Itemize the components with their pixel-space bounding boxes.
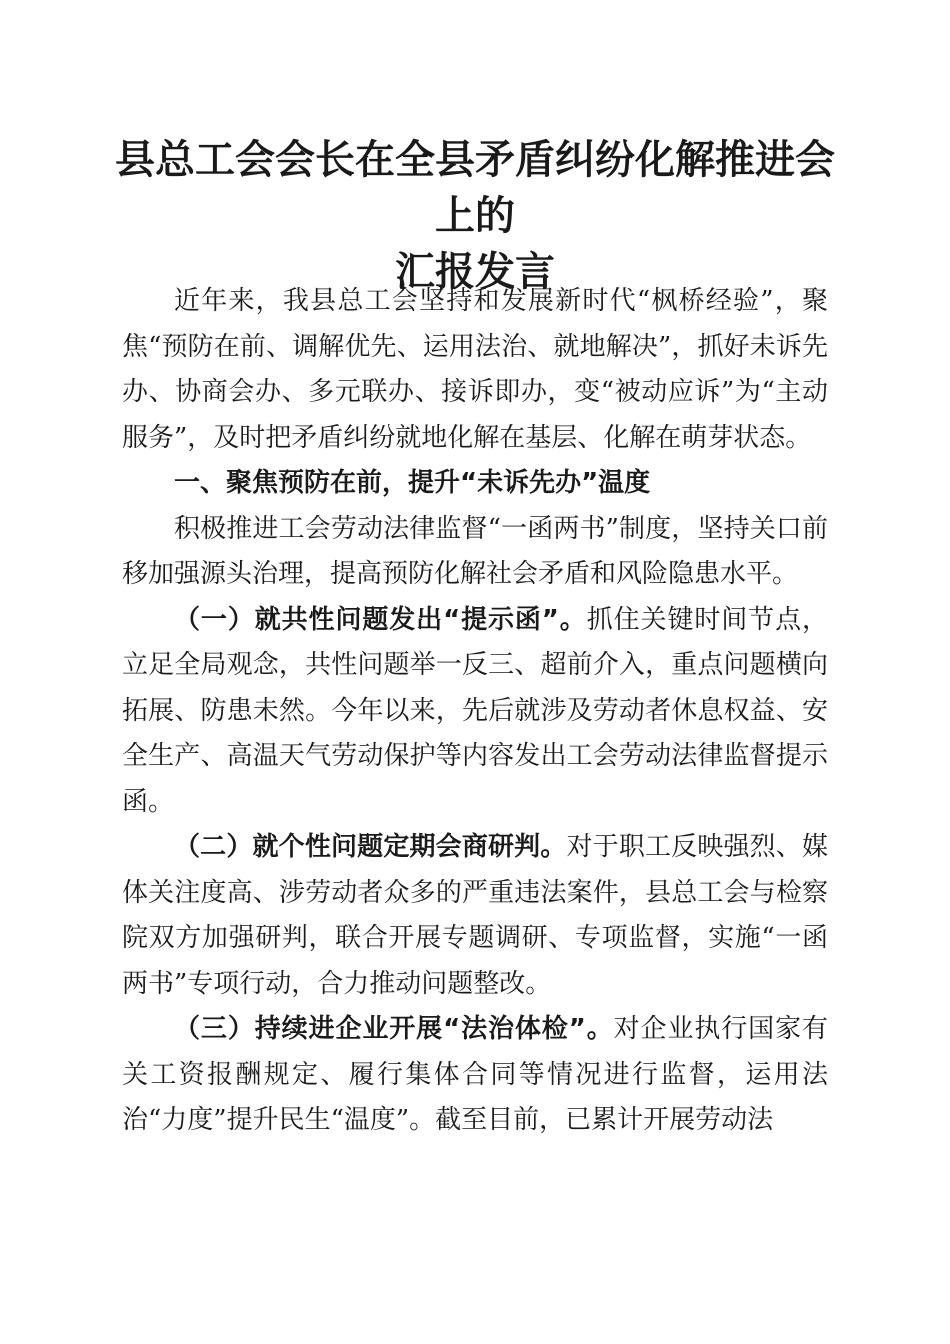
item-2-lead: （二）就个性问题定期会商研判。 [174, 832, 567, 862]
item-3-lead: （三）持续进企业开展“法治体检”。 [174, 1014, 614, 1044]
document-title [100, 132, 850, 300]
item-1-lead: （一）就共性问题发出“提示函”。 [174, 604, 587, 635]
item-2-paragraph [122, 825, 828, 1007]
document-body [122, 279, 828, 1144]
item-1-text: 抓住关键时间节点，立足全局观念，共性问题举一反三、超前介入，重点问题横向拓展、防患未然。今年以来，先后就涉及劳动者休息权益、安全生产、高温天气劳动保护等内容发出工会劳动法律监督提示函。 [122, 604, 828, 817]
item-2-text: 对于职工反映强烈、媒体关注度高、涉劳动者众多的严重违法案件，县总工会与检察院双方加强研判，联合开展专题调研、专项监督，实施“一函两书”专项行动，合力推动问题整改。 [122, 832, 828, 999]
item-3-paragraph [122, 1007, 828, 1144]
title-line-1: 县总工会会长在全县矛盾纠纷化解推进会上的 [115, 136, 835, 239]
section-1-heading: 一、聚焦预防在前，提升“未诉先办”温度 [174, 468, 651, 498]
item-1-paragraph [122, 598, 828, 826]
intro-paragraph: 近年来，我县总工会坚持和发展新时代“枫桥经验”，聚焦“预防在前、调解优先、运用法治、就地解决”，抓好未诉先办、协商会办、多元联办、接诉即办，变“被动应诉”为“主动服务”，及时把矛盾纠纷就地化解在基层、化解在萌芽状态。 [122, 286, 828, 453]
section-1-intro: 积极推进工会劳动法律监督“一函两书”制度，坚持关口前移加强源头治理，提高预防化解社会矛盾和风险隐患水平。 [122, 513, 828, 589]
title-line-2: 汇报发言 [395, 248, 555, 295]
item-3-text: 对企业执行国家有关工资报酬规定、履行集体合同等情况进行监督，运用法治“力度”提升民生“温度”。截至目前，已累计开展劳动法 [122, 1014, 828, 1135]
